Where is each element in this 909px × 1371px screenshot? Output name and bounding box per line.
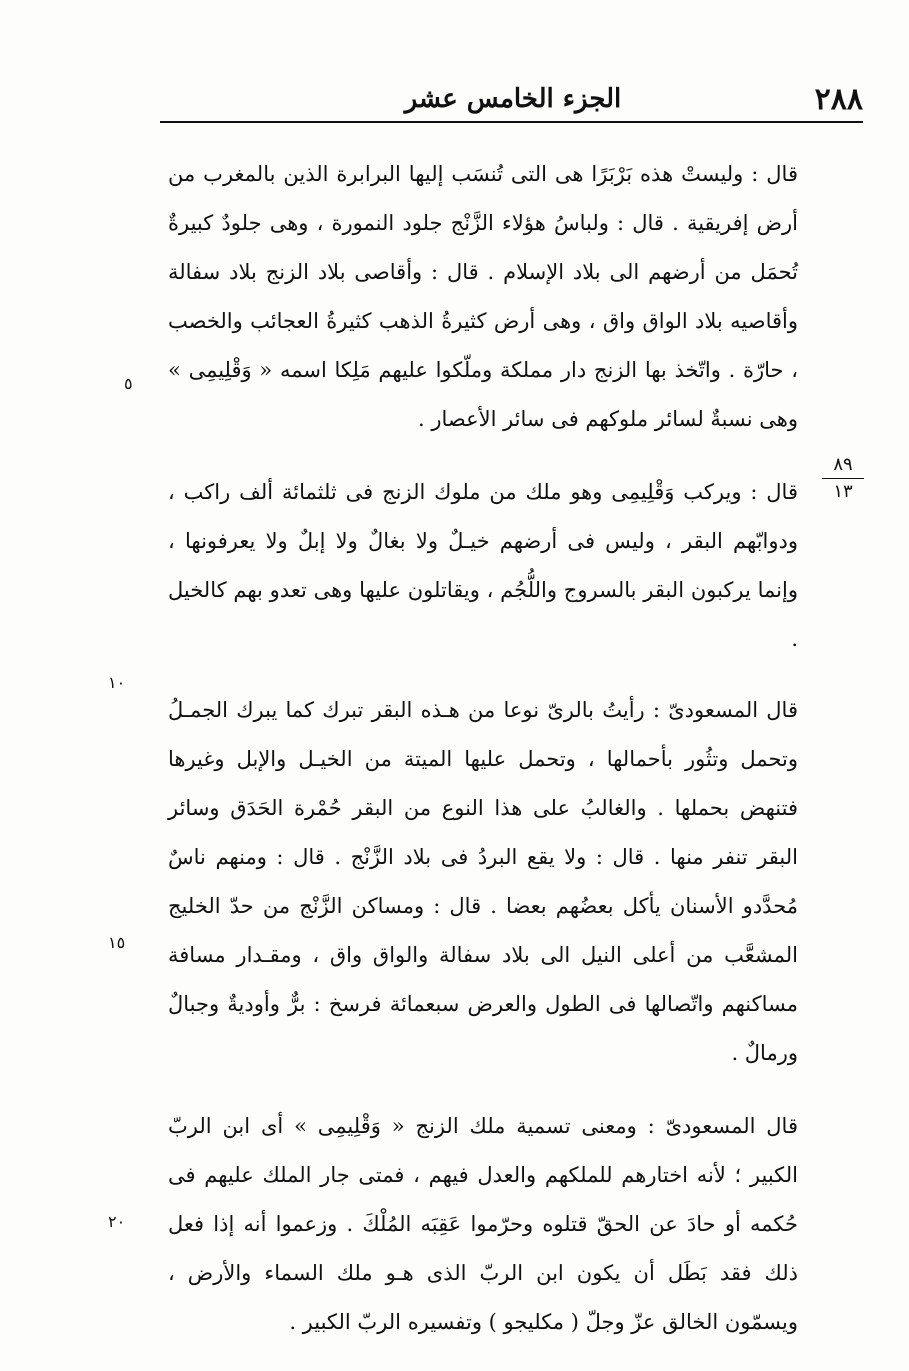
paragraph-3: قال المسعودىّ : رأيتُ بالرىّ نوعا من هـذه البقر تبرك كما يبرك الجمـلُ وتحمل وتثُور بأحمالها ، وتحمل عليها الميتة من الخيـل والإبل وغيرها فتنهض بحملها . والغالبُ على هذا النوع من البقر حُمْرة الحَدَق وسائر البقر تنفر منها . قال : ولا يقع البردُ فى بلاد الزَّنْج . قال : ومنهم ناسٌ مُحدَّدو الأسنان يأكل بعضُهم بعضا . قال : ومساكن الزَّنْج من حدّ الخليج المشعَّب من أعلى النيل الى بلاد سفالة والواق واق ، ومقـدار مسافة مساكنهم واتّصالها فى الطول والعرض سبعمائة فرسخ : برٌّ وأوديةٌ وجبالٌ ورمالٌ . [168,698,798,1065]
paragraph-1: قال : وليستْ هذه بَرْبَرًا هى التى تُنسَب إليها البرابرة الذين بالمغرب من أرض إفريقية . قال : ولباسُ هؤلاء الزَّنْج جلود النمورة ، وهى جلودٌ كبيرةٌ تُحمَل من أرضهم الى بلاد الإسلام . قال : وأقاصى بلاد الزنج بلاد سفالة وأقاصيه بلاد الواق واق ، وهى أرض كثيرةُ الذهب كثيرةُ العجائب والخصب ، حارّة . واتّخذ بها الزنج دار مملكة وملّكوا عليهم مَلِكا اسمه « وَقْلِيمِى » وهى نسبةٌ لسائر ملوكهم فى سائر الأعصار . [168,162,798,431]
paragraph-4: قال المسعودىّ : ومعنى تسمية ملك الزنج « وَقْلِيمِى » أى ابن الربّ الكبير ؛ لأنه اختارهم للملكهم والعدل فيهم ، فمتى جار الملك عليهم فى حُكمه أو حادَ عن الحقّ قتلوه وحرّموا عَقِبَه المُلْكَ . وزعموا أنه إذا فعل ذلك فقد بَطَل أن يكون ابن الربّ الذى هـو ملك السماء والأرض ، ويسمّون الخالق عزّ وجلّ ( مكليجو ) وتفسيره الربّ الكبير . [168,1114,798,1334]
paragraph-2: قال : ويركب وَقْلِيمِى وهو ملك من ملوك الزنج فى ثلثمائة ألف راكب ، ودوابّهم البقر ، وليس فى أرضهم خيـلٌ ولا بغالٌ ولا إبلٌ ولا يعرفونها ، وإنما يركبون البقر بالسروج واللُّجُم ، ويقاتلون عليها وهى تعدو بهم كالخيل . [168,480,798,651]
page-number: ٢٨٨ [814,82,863,117]
line-number-10: ١٠ [108,673,126,692]
reference-divider [822,478,864,479]
reference-bottom: ١٣ [833,481,853,502]
body-text [168,150,798,1371]
source-page-reference [822,454,864,503]
page-header [163,78,863,118]
line-number-5: ٥ [124,374,133,393]
running-title: الجزء الخامس عشر [404,84,622,114]
header-rule [160,121,863,123]
line-number-15: ١٥ [108,933,126,952]
line-number-20: ٢٠ [108,1212,126,1231]
reference-top: ٨٩ [833,454,853,475]
